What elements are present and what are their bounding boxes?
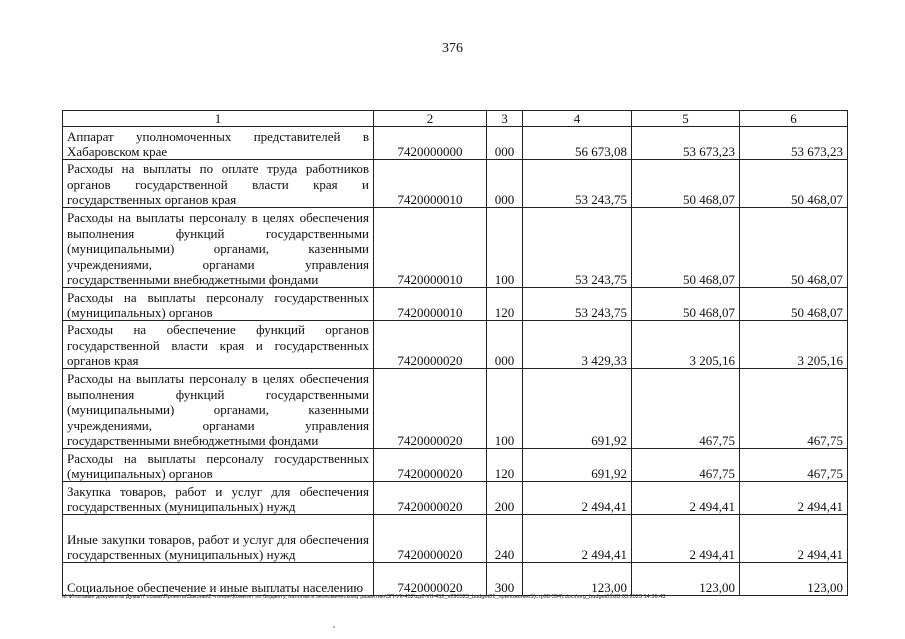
column-header: 5 <box>632 111 740 127</box>
table-row <box>63 515 848 563</box>
amount-col6: 50 468,07 <box>740 160 848 208</box>
amount-col4: 2 494,41 <box>523 482 632 515</box>
row-name: Расходы на выплаты персоналу в целях обеспечения выполнения функций государственными (муниципальными) органами, казенными учреждениями, органами управления государственными внебюджетными фондами <box>63 369 374 449</box>
file-path-footer: М:\Итоговые документы Думы\7 созыв\Проекты\Законы\2 чтение\Комитет по бюджету, налогам и экономическому развитию\ЗП-VII-452\zp2-VII-452_v290323_budget01_приложение5(стр98-394).docx\org_budget01\28.03.2023 14:36:43 <box>62 594 666 600</box>
row-name: Расходы на выплаты по оплате труда работников органов государственной власти края и государственных органов края <box>63 160 374 208</box>
amount-col4: 691,92 <box>523 369 632 449</box>
table-row <box>63 288 848 321</box>
table-row <box>63 160 848 208</box>
target-code: 7420000020 <box>374 369 487 449</box>
expense-type-code: 000 <box>487 321 523 369</box>
amount-col6: 50 468,07 <box>740 288 848 321</box>
row-name: Аппарат уполномоченных представителей в Хабаровском крае <box>63 127 374 160</box>
amount-col6: 2 494,41 <box>740 482 848 515</box>
expense-type-code: 000 <box>487 127 523 160</box>
row-name: Социальное обеспечение и иные выплаты населению <box>63 563 374 596</box>
table-row <box>63 563 848 596</box>
expense-type-code: 300 <box>487 563 523 596</box>
row-name: Расходы на выплаты персоналу в целях обеспечения выполнения функций государственными (муниципальными) органами, казенными учреждениями, органами управления государственными внебюджетными фондами <box>63 208 374 288</box>
page-number: 376 <box>442 41 463 56</box>
amount-col5: 50 468,07 <box>632 288 740 321</box>
row-name: Закупка товаров, работ и услуг для обеспечения государственных (муниципальных) нужд <box>63 482 374 515</box>
amount-col5: 467,75 <box>632 449 740 482</box>
amount-col5: 50 468,07 <box>632 208 740 288</box>
expense-type-code: 200 <box>487 482 523 515</box>
target-code: 7420000010 <box>374 160 487 208</box>
amount-col6: 467,75 <box>740 449 848 482</box>
amount-col5: 467,75 <box>632 369 740 449</box>
target-code: 7420000010 <box>374 288 487 321</box>
amount-col4: 2 494,41 <box>523 515 632 563</box>
target-code: 7420000020 <box>374 449 487 482</box>
table-row <box>63 449 848 482</box>
expense-type-code: 120 <box>487 449 523 482</box>
expense-type-code: 120 <box>487 288 523 321</box>
amount-col4: 3 429,33 <box>523 321 632 369</box>
column-header: 4 <box>523 111 632 127</box>
target-code: 7420000020 <box>374 321 487 369</box>
table-row <box>63 321 848 369</box>
expense-type-code: 100 <box>487 369 523 449</box>
amount-col6: 3 205,16 <box>740 321 848 369</box>
target-code: 7420000000 <box>374 127 487 160</box>
amount-col4: 53 243,75 <box>523 208 632 288</box>
expense-type-code: 000 <box>487 160 523 208</box>
amount-col5: 2 494,41 <box>632 482 740 515</box>
target-code: 7420000020 <box>374 482 487 515</box>
budget-table <box>62 110 848 596</box>
amount-col4: 53 243,75 <box>523 288 632 321</box>
amount-col4: 56 673,08 <box>523 127 632 160</box>
row-name: Расходы на выплаты персоналу государственных (муниципальных) органов <box>63 449 374 482</box>
expense-type-code: 100 <box>487 208 523 288</box>
table-row <box>63 482 848 515</box>
row-name: Расходы на выплаты персоналу государственных (муниципальных) органов <box>63 288 374 321</box>
column-header: 2 <box>374 111 487 127</box>
amount-col6: 53 673,23 <box>740 127 848 160</box>
amount-col6: 2 494,41 <box>740 515 848 563</box>
table-row <box>63 208 848 288</box>
amount-col6: 467,75 <box>740 369 848 449</box>
amount-col4: 123,00 <box>523 563 632 596</box>
amount-col5: 123,00 <box>632 563 740 596</box>
target-code: 7420000020 <box>374 563 487 596</box>
amount-col4: 53 243,75 <box>523 160 632 208</box>
column-header: 3 <box>487 111 523 127</box>
target-code: 7420000020 <box>374 515 487 563</box>
expense-type-code: 240 <box>487 515 523 563</box>
scan-speck <box>333 626 335 628</box>
table-row <box>63 369 848 449</box>
amount-col5: 2 494,41 <box>632 515 740 563</box>
amount-col5: 50 468,07 <box>632 160 740 208</box>
row-name: Расходы на обеспечение функций органов государственной власти края и государственных органов края <box>63 321 374 369</box>
table-row <box>63 127 848 160</box>
column-header: 1 <box>63 111 374 127</box>
target-code: 7420000010 <box>374 208 487 288</box>
row-name: Иные закупки товаров, работ и услуг для обеспечения государственных (муниципальных) нужд <box>63 515 374 563</box>
column-header: 6 <box>740 111 848 127</box>
amount-col6: 50 468,07 <box>740 208 848 288</box>
amount-col4: 691,92 <box>523 449 632 482</box>
header-row <box>63 111 848 127</box>
amount-col5: 3 205,16 <box>632 321 740 369</box>
amount-col5: 53 673,23 <box>632 127 740 160</box>
amount-col6: 123,00 <box>740 563 848 596</box>
